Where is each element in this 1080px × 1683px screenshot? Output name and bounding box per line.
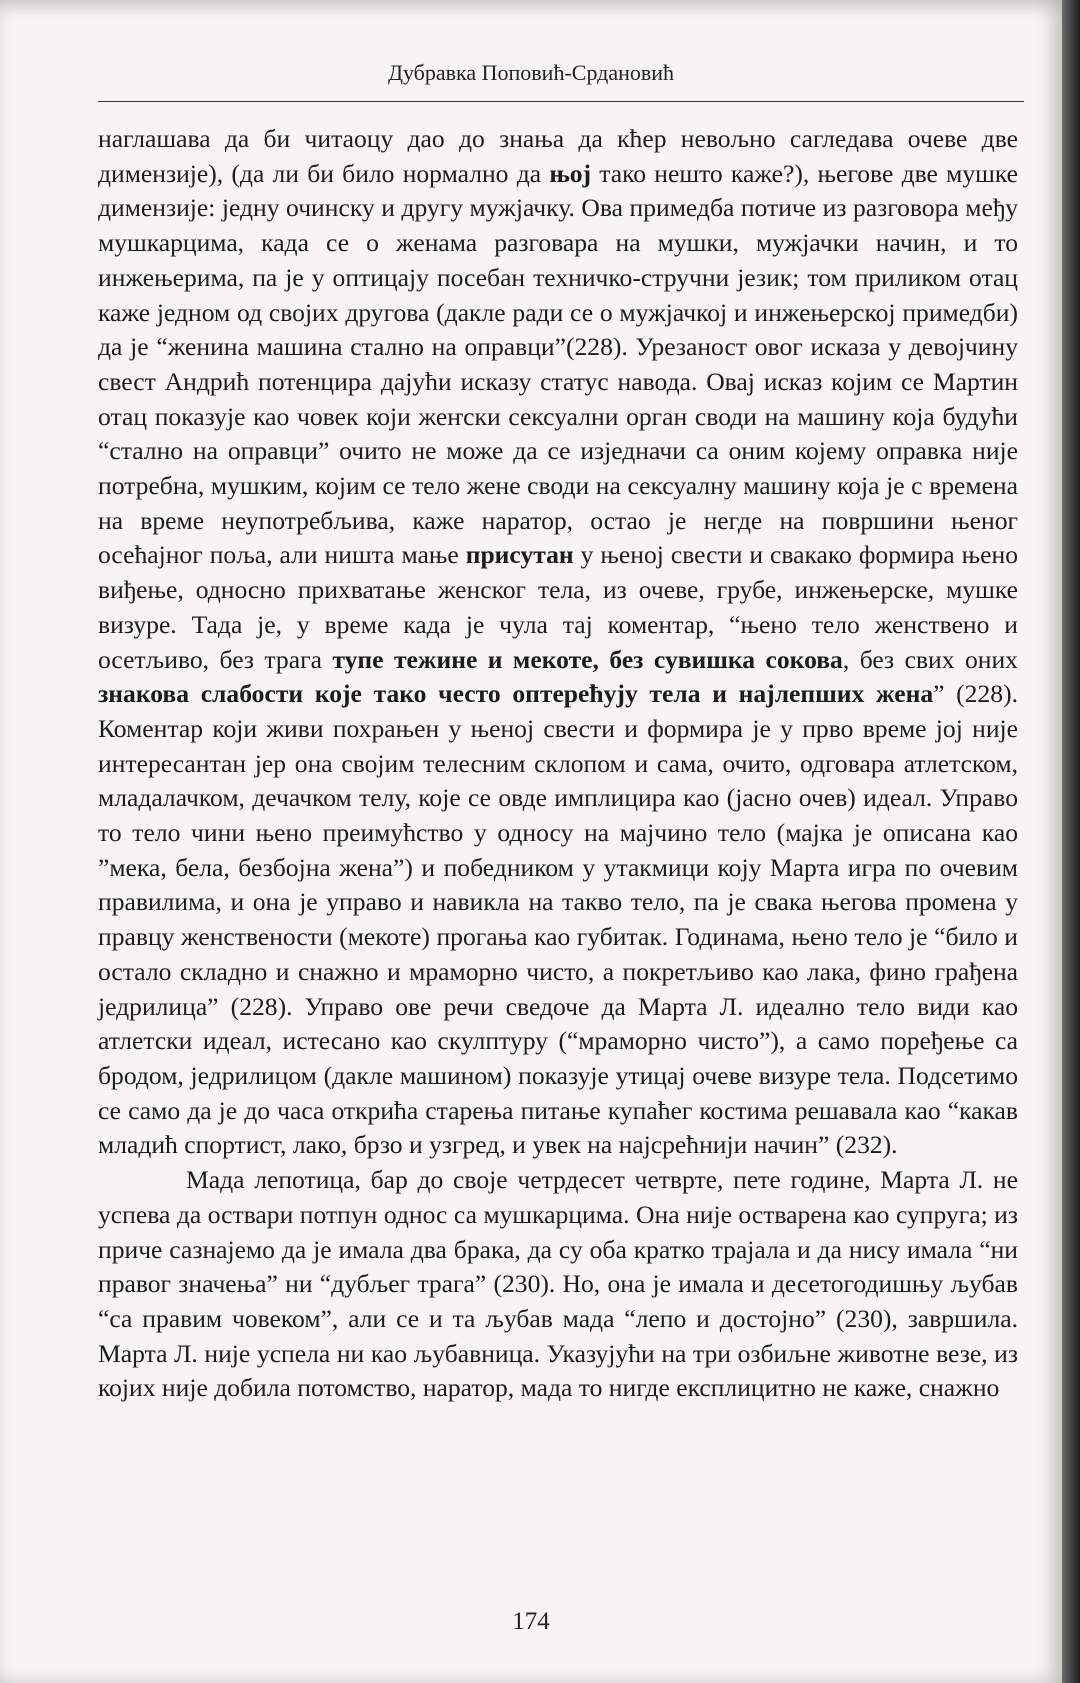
text-run: , без свих оних: [842, 644, 1018, 674]
bold-text: тупе тежине и мекоте, без сувишка сокова: [332, 644, 843, 674]
header-rule: [98, 101, 1024, 102]
running-header: Дубравка Поповић-Срдановић: [387, 60, 675, 85]
text-run: ” (228). Коментар који живи похрањен у њеној свести и формира је у прво време јој није интересантан јер она својим телесним склопом и сама, очито, одговара атлетском, младалачком, дечачком телу, које се овде имплицира као (јасно очев) идеал. Управо то тело чини њено преимућство у односу на мајчино тело (мајка је описана као ”мека, бела, безбојна жена”) и победником у утакмици коју Марта игра по очевим правилима, и она је управо и навикла на такво тело, па је свака његова промена у правцу женствености (мекоте) прогања као губитак. Годинама, њено тело је “било и остало складно и снажно и мраморно чисто, а покретљиво као лака, фино грађена једрилица” (228). Управо ове речи сведоче да Марта Л. идеално тело види као атлетски идеал, истесано као скулптуру (“мраморно чисто”), а само поређење са бродом, једрилицом (дакле машином) показује утицај очеве визуре тела. Подсетимо се само да је до часа открића старења питање купаћег костима решавала као “какав младић спортист, лако, брзо и узгред, и увек на најсрећнији начин” (232).: [98, 679, 1018, 1160]
page-number: 174: [512, 1608, 550, 1635]
paragraph: Мада лепотица, бар до своје четрдесет четврте, пете године, Марта Л. не успева да оствари потпун однос са мушкарцима. Она није остварена као супруга; из приче сазнајемо да је имала два брака, да су оба кратко трајала и да нису имала “ни правог значења” ни “дубљег трага” (230). Но, она је имала и десетогодишњу љубав “са правим човеком”, али се и та љубав мада “лепо и достојно” (230), завршила. Марта Л. није успела ни као љубавница. Указујући на три озбиљне животне везе, из којих није добила потомство, наратор, мада то нигде експлицитно не каже, снажно: [98, 1165, 1018, 1403]
text-run: тако нешто каже?), његове две мушке димензије: једну очинску и другу мужјачку. Ова примедба потиче из разговора међу мушкарцима, када се о женама разговара на мушки, мужјачки начин, и то инжењерима, па је у оптицају посебан техничко-стручни језик; том приликом отац каже једном од својих другова (дакле ради се о мужјачкој и инжењерској примедби) да је “женина машина стално на оправци”(228). Урезаност овог исказа у девојчину свест Андрић потенцира дајући исказу статус навода. Овај исказ којим се Мартин отац показује као човек који жеҥски сексуални орган своди на машину која будући “стално на оправци” очито не може да се изједначи са оним којему оправка није потребна, мушким, којим се тело жене своди на сексуалну машину која је с времена на време неупотребљива, каже наратор, остао је негде на површини њеног осећајног поља, али ништа мање: [98, 158, 1018, 570]
text-run: наглашава да би читаоцу дао до знања да кћер невољно сагледава очеве две димензије), (да ли би било нормално да: [98, 124, 1018, 188]
bold-text: њој: [549, 158, 592, 188]
paragraph: [98, 122, 1018, 1163]
text-run: у њеној свести и свакако формира њено виђење, односно прихватање женског тела, из очеве, грубе, инжењерске, мушке визуре. Тада је, у време када је чула тај коментар, “њено тело женствено и осетљиво, без трага: [98, 540, 1018, 674]
page-edge-shadow: [1062, 0, 1080, 1683]
bold-text: знакова слабости које тако често оптерећују тела и најлепших жена: [98, 679, 934, 709]
bold-text: присутан: [465, 540, 574, 570]
body-text: [98, 122, 1018, 1406]
